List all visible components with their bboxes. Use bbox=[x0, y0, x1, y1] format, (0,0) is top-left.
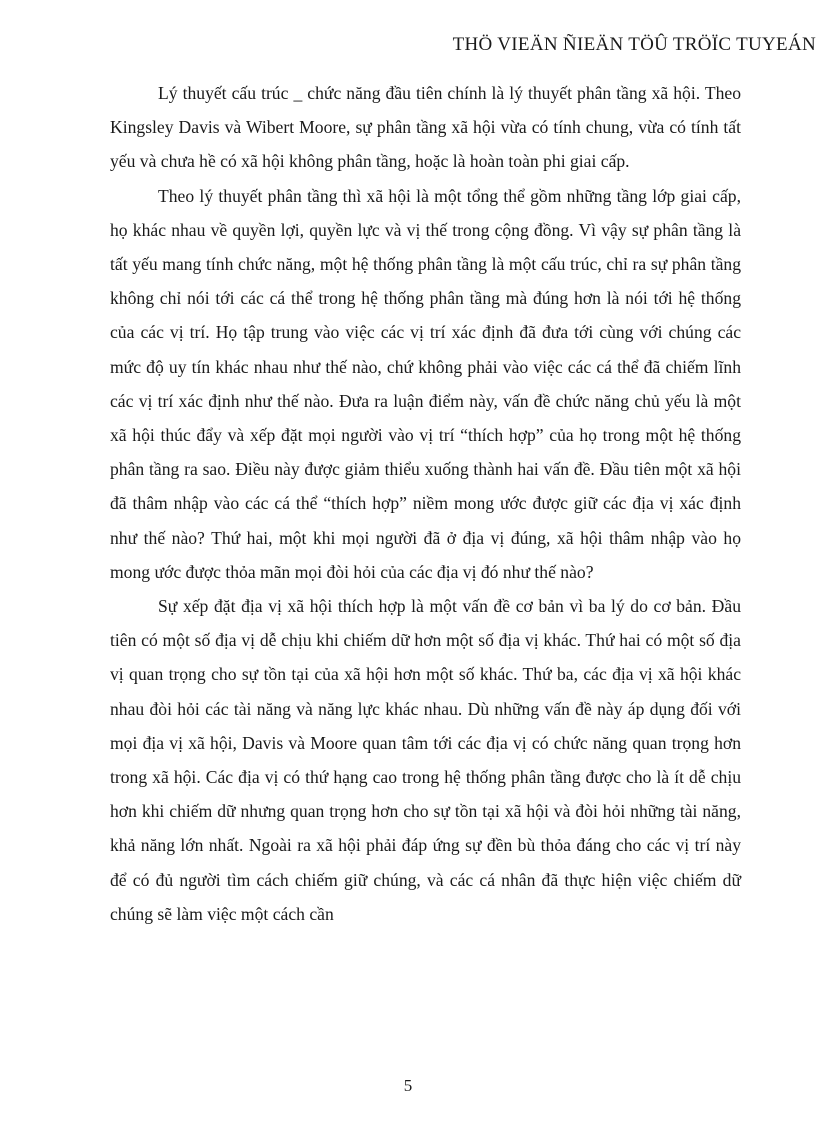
paragraph: Sự xếp đặt địa vị xã hội thích hợp là một vấn đề cơ bản vì ba lý do cơ bản. Đầu tiên có một số địa vị dễ chịu khi chiếm dữ hơn một số địa vị khác. Thứ hai có một số địa vị quan trọng cho sự tồn tại của xã hội hơn một số khác. Thứ ba, các địa vị xã hội khác nhau đòi hỏi các tài năng và năng lực khác nhau. Dù những vấn đề này áp dụng đối với mọi địa vị xã hội, Davis và Moore quan tâm tới các địa vị có chức năng quan trọng hơn trong xã hội. Các địa vị có thứ hạng cao trong hệ thống phân tầng được cho là ít dễ chịu hơn khi chiếm dữ nhưng quan trọng hơn cho sự tồn tại xã hội và đòi hỏi những tài năng, khả năng lớn nhất. Ngoài ra xã hội phải đáp ứng sự đền bù thỏa đáng cho các vị trí này để có đủ người tìm cách chiếm giữ chúng, và các cá nhân đã thực hiện việc chiếm dữ chúng sẽ làm việc một cách cần bbox=[110, 596, 741, 924]
paragraph: Theo lý thuyết phân tầng thì xã hội là một tổng thể gồm những tầng lớp giai cấp, họ khác nhau về quyền lợi, quyền lực và vị thế trong cộng đồng. Vì vậy sự phân tầng là tất yếu mang tính chức năng, một hệ thống phân tầng là một cấu trúc, chỉ ra sự phân tầng không chỉ nói tới các cá thể trong hệ thống phân tầng mà đúng hơn là nói tới hệ thống của các vị trí. Họ tập trung vào việc các vị trí xác định đã đưa tới cùng với chúng các mức độ uy tín khác nhau như thế nào, chứ không phải vào việc các cá thể đã chiếm lĩnh các vị trí xác định như thế nào. Đưa ra luận điểm này, vấn đề chức năng chủ yếu là một xã hội thúc đẩy và xếp đặt mọi người vào vị trí “thích hợp” của họ trong một hệ thống phân tầng ra sao. Điều này được giảm thiểu xuống thành hai vấn đề. Đầu tiên một xã hội đã thâm nhập vào các cá thể “thích hợp” niềm mong ước được giữ các địa vị xác định như thế nào? Thứ hai, một khi mọi người đã ở địa vị đúng, xã hội thâm nhập vào họ mong ước được thỏa mãn mọi đòi hỏi của các địa vị đó như thế nào? bbox=[110, 185, 741, 582]
page-number: 5 bbox=[403, 1076, 413, 1095]
running-header: THÖ VIEÄN ÑIEÄN TÖÛ TRÖÏC TUYEÁN bbox=[452, 34, 816, 55]
document-body bbox=[110, 76, 741, 931]
paragraph: Lý thuyết cấu trúc _ chức năng đầu tiên chính là lý thuyết phân tầng xã hội. Theo Kingsley Davis và Wibert Moore, sự phân tầng xã hội vừa có tính chung, vừa có tính tất yếu và chưa hề có xã hội không phân tầng, hoặc là hoàn toàn phi giai cấp. bbox=[110, 83, 741, 172]
